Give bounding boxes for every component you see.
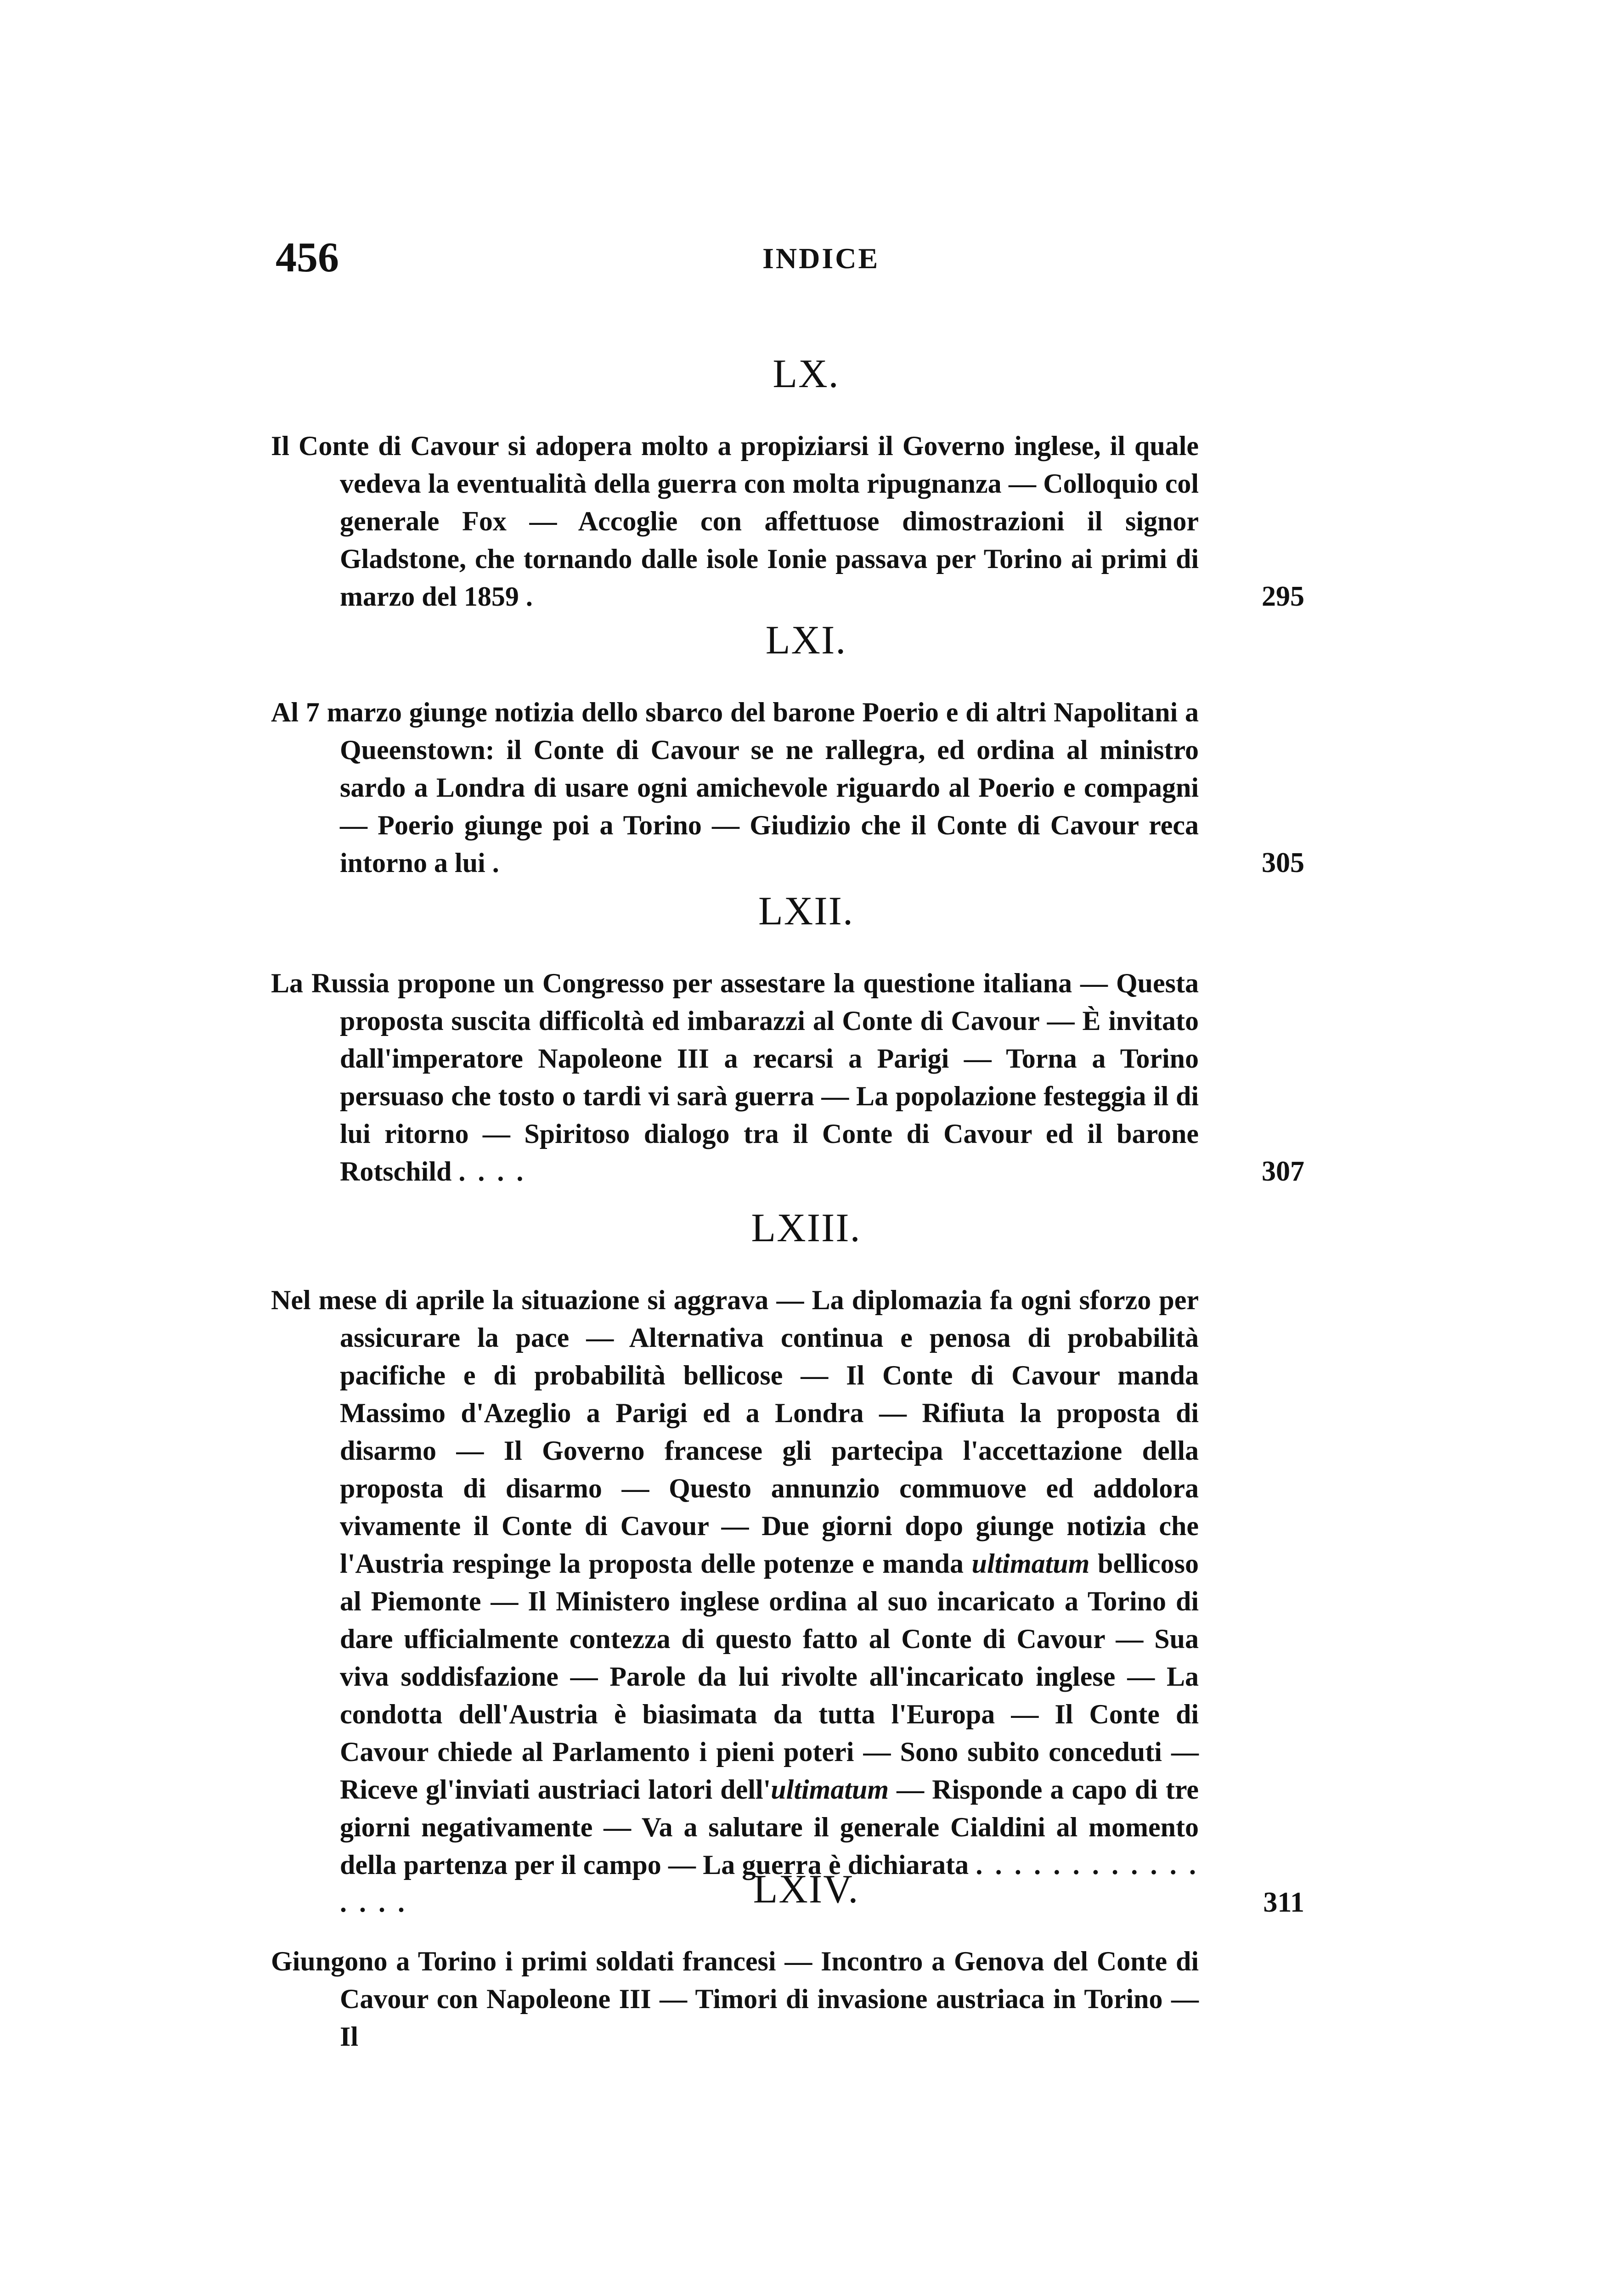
chapter-entry-lx — [271, 349, 1304, 643]
chapter-entry-lxi — [271, 615, 1304, 909]
dot-leader: . — [525, 581, 536, 612]
page-reference: 307 — [1262, 1156, 1304, 1187]
summary-text-italic: ultimatum — [771, 1774, 889, 1805]
chapter-summary — [271, 1942, 1304, 2055]
running-title: INDICE — [762, 242, 880, 275]
running-head — [276, 232, 1254, 282]
page-reference: 295 — [1262, 581, 1304, 612]
summary-text: Nel mese di aprile la situazione si aggrava — La diplomazia fa ogni sforzo per assicurare la pace — Alternativa continua e penosa di probabilità pacifiche e di probabilità bellicose — Il Conte di Cavour manda Massimo d'Azeglio a Parigi ed a Londra — Rifiuta la proposta di disarmo — Il Governo francese gli partecipa l'accettazione della proposta di disarmo — Questo annunzio commuove ed addolora vivamente il Conte di Cavour — Due giorni dopo giunge notizia che l'Austria respinge la proposta delle potenze e manda — [271, 1285, 1199, 1579]
chapter-numeral: LXI. — [765, 618, 847, 663]
chapter-numeral: LXIII. — [751, 1206, 861, 1250]
summary-text: — Risponde a capo di tre giorni negativamente — Va a salutare il generale Cialdini al momento della partenza per il campo — La guerra è dichiarata — [340, 1774, 1199, 1880]
dot-leader: . — [492, 848, 502, 878]
chapter-summary — [271, 427, 1304, 615]
chapter-entry-lxiii — [271, 1203, 1304, 1949]
summary-text-italic: ultimatum — [971, 1548, 1090, 1579]
summary-text: Il Conte di Cavour si adopera molto a propiziarsi il Governo inglese, il quale vedeva la eventualità della guerra con molta ripugnanza — Colloquio col generale Fox — Accoglie con affettuose dimostrazioni il signor Gladstone, che tornando dalle isole Ionie passava per Torino ai primi di marzo del 1859 — [271, 431, 1199, 612]
summary-text: La Russia propone un Congresso per assestare la questione italiana — Questa proposta suscita difficoltà ed imbarazzi al Conte di Cavour — È invitato dall'imperatore Napoleone III a recarsi a Parigi — Torna a Torino persuaso che tosto o tardi vi sarà guerra — La popolazione festeggia il di lui ritorno — Spiritoso dialogo tra il Conte di Cavour ed il barone Rotschild — [271, 968, 1199, 1187]
chapter-numeral: LX. — [773, 352, 840, 396]
chapter-summary — [271, 1281, 1304, 1921]
chapter-numeral: LXII. — [758, 889, 854, 934]
page-reference: 305 — [1262, 847, 1304, 878]
chapter-summary — [271, 964, 1304, 1190]
page-number: 456 — [276, 234, 339, 281]
chapter-numeral: LXIV. — [753, 1867, 859, 1912]
dot-leader: . . . . — [458, 1156, 526, 1187]
summary-text: bellicoso al Piemonte — Il Ministero inglese ordina al suo incaricato a Torino di dare ufficialmente contezza di questo fatto al Conte di Cavour — Sua viva soddisfazione — Parole da lui rivolte all'incaricato inglese — La condotta dell'Austria è biasimata da tutta l'Europa — Il Conte di Cavour chiede al Parlamento i pieni poteri — Sono subito conceduti — Riceve gl'inviati austriaci latori dell' — [340, 1548, 1199, 1805]
chapter-summary — [271, 693, 1304, 882]
chapter-entry-lxiv — [271, 1864, 1304, 2083]
dot-leader: . . . . . . . . . . . . . . . . — [340, 1850, 1199, 1918]
chapter-entry-lxii — [271, 886, 1304, 1218]
summary-text: Giungono a Torino i primi soldati francesi — Incontro a Genova del Conte di Cavour con Napoleone III — Timori di invasione austriaca in Torino — Il — [271, 1946, 1199, 2052]
summary-text: Al 7 marzo giunge notizia dello sbarco del barone Poerio e di altri Napolitani a Queenstown: il Conte di Cavour se ne rallegra, ed ordina al ministro sardo a Londra di usare ogni amichevole riguardo al Poerio e compagni — Poerio giunge poi a Torino — Giudizio che il Conte di Cavour reca intorno a lui — [271, 697, 1199, 878]
page-reference: 311 — [1263, 1887, 1304, 1918]
